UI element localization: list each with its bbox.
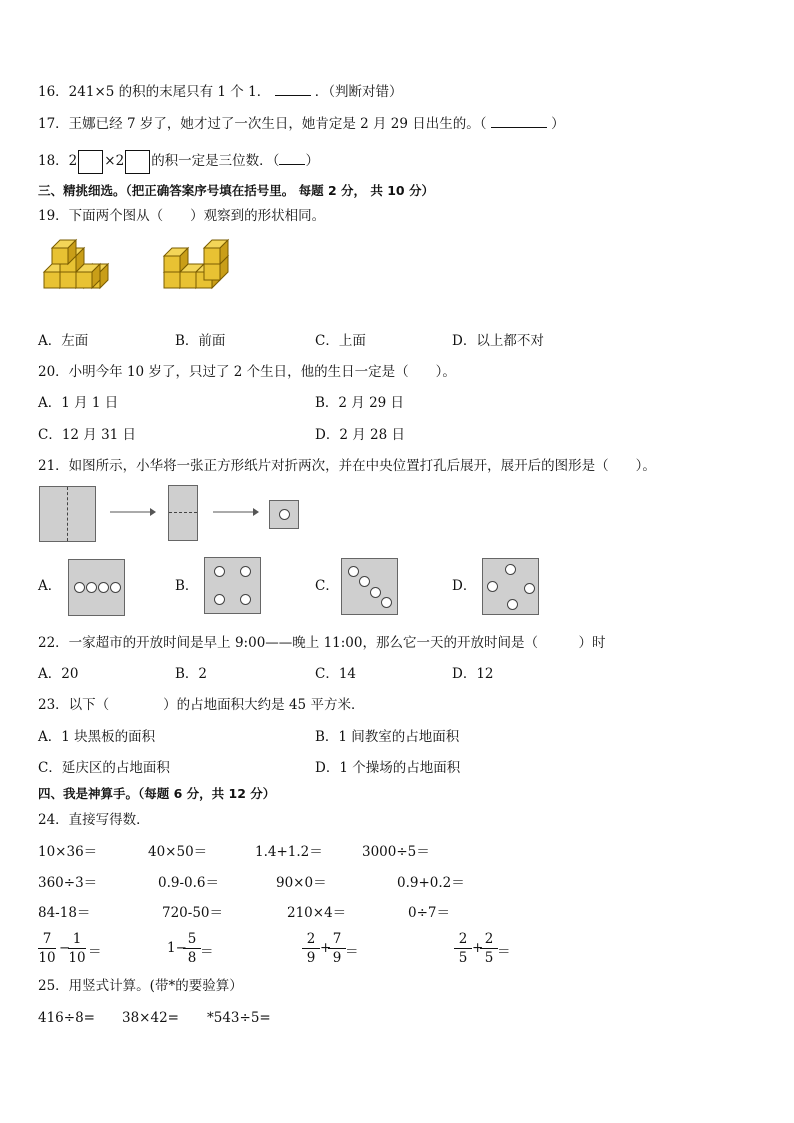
q24-stem: 24．直接写得数． — [38, 812, 150, 828]
q19-choice-d[interactable]: D．以上都不对 — [452, 333, 544, 349]
calc-item: 0÷7＝ — [408, 905, 450, 921]
q21-choice-c-label[interactable]: C． — [315, 578, 339, 594]
hole — [214, 566, 225, 577]
hole — [214, 594, 225, 605]
calc-item: *543÷5= — [207, 1010, 271, 1026]
q23-choice-c[interactable]: C．延庆区的占地面积 — [38, 760, 170, 776]
q20-choice-b[interactable]: B．2 月 29 日 — [315, 395, 405, 411]
q23-stem: 23．以下（ ）的占地面积大约是 45 平方米． — [38, 697, 365, 713]
q22-choice-b[interactable]: B．2 — [175, 666, 208, 682]
calc-item: 40×50＝ — [148, 844, 208, 860]
paper-folded-twice — [269, 500, 299, 529]
hole — [505, 564, 516, 575]
q20-stem: 20．小明今年 10 岁了，只过了 2 个生日，他的生日一定是（ ）。 — [38, 364, 456, 380]
calc-item: 1.4+1.2＝ — [255, 844, 323, 860]
calc-item: 0.9-0.6＝ — [158, 875, 220, 891]
fold-line — [67, 487, 68, 541]
digit-box-1[interactable] — [78, 150, 103, 174]
q21-option-a-figure[interactable] — [68, 559, 125, 616]
plus-sign: + — [320, 940, 332, 956]
hole — [359, 576, 370, 587]
hole — [74, 582, 85, 593]
one-minus: 1− — [167, 940, 187, 956]
hole — [381, 597, 392, 608]
calc-item: 90×0＝ — [276, 875, 327, 891]
denominator: 10 — [68, 950, 86, 966]
q18-num: 18．2 — [38, 153, 78, 169]
q23-choice-d[interactable]: D．1 个操场的占地面积 — [315, 760, 461, 776]
hole — [487, 581, 498, 592]
arrow-icon-2 — [213, 506, 259, 518]
fraction-1-10 — [68, 931, 86, 966]
q19-cube-figures — [40, 238, 240, 290]
equals-sign: ＝ — [88, 944, 102, 960]
calc-item: 0.9+0.2＝ — [397, 875, 465, 891]
section-3-heading: 三、精挑细选。（把正确答案序号填在括号里。 每题 2 分， 共 10 分） — [38, 183, 434, 198]
q23-choice-a[interactable]: A．1 块黑板的面积 — [38, 729, 156, 745]
q21-option-c-figure[interactable] — [341, 558, 398, 615]
paper-folded-once — [168, 485, 198, 541]
q21-option-d-figure[interactable] — [482, 558, 539, 615]
fraction-7-9 — [328, 931, 346, 966]
equals-sign: ＝ — [345, 944, 359, 960]
q19-stem: 19．下面两个图从（ ）观察到的形状相同。 — [38, 208, 326, 224]
numerator: 1 — [72, 931, 82, 947]
denominator: 8 — [187, 950, 197, 966]
q25-stem: 25．用竖式计算。(带*的要验算） — [38, 978, 243, 994]
q23-choice-b[interactable]: B．1 间教室的占地面积 — [315, 729, 460, 745]
hole — [240, 594, 251, 605]
fraction-2-9 — [302, 931, 320, 966]
fraction-2-5 — [480, 931, 498, 966]
q18-mid: ×2 — [104, 153, 125, 169]
question-18 — [38, 148, 319, 174]
q22-choice-c[interactable]: C．14 — [315, 666, 357, 682]
denominator: 10 — [38, 950, 56, 966]
section-4-heading: 四、我是神算手。（每题 6 分，共 12 分） — [38, 786, 276, 801]
q19-choice-b[interactable]: B．前面 — [175, 333, 226, 349]
hole — [98, 582, 109, 593]
numerator: 2 — [484, 931, 494, 947]
fraction-7-10 — [38, 931, 56, 966]
cube-figure-right — [164, 240, 228, 288]
calc-item: 210×4＝ — [287, 905, 347, 921]
q16-answer-blank[interactable] — [275, 82, 311, 96]
minus-sign: − — [59, 940, 71, 956]
q20-choice-a[interactable]: A．1 月 1 日 — [38, 395, 119, 411]
arrow-icon-1 — [110, 506, 156, 518]
q22-choice-a[interactable]: A．20 — [38, 666, 79, 682]
hole — [86, 582, 97, 593]
equals-sign: ＝ — [200, 944, 214, 960]
hole — [110, 582, 121, 593]
numerator: 2 — [306, 931, 316, 947]
q21-choice-b-label[interactable]: B． — [175, 578, 199, 594]
calc-item: 10×36＝ — [38, 844, 98, 860]
fraction-2-5 — [454, 931, 472, 966]
q16-text: 16．241×5 的积的末尾只有 1 个 1． — [38, 84, 271, 100]
q17-text: 17．王娜已经 7 岁了，她才过了一次生日，她肯定是 2 月 29 日出生的。（ — [38, 116, 487, 132]
q22-choice-d[interactable]: D．12 — [452, 666, 494, 682]
hole — [507, 599, 518, 610]
question-16 — [38, 82, 403, 101]
denominator: 9 — [306, 950, 316, 966]
q21-stem: 21．如图所示，小华将一张正方形纸片对折两次，并在中央位置打孔后展开，展开后的图形是（ ）。 — [38, 458, 656, 474]
denominator: 9 — [332, 950, 342, 966]
plus-sign: + — [472, 940, 484, 956]
hole — [524, 583, 535, 594]
hole — [370, 587, 381, 598]
q19-choice-c[interactable]: C．上面 — [315, 333, 366, 349]
q18-close: ） — [305, 153, 319, 169]
q17-answer-blank[interactable] — [491, 114, 547, 128]
q16-tail: ．（判断对错） — [314, 84, 403, 100]
numerator: 7 — [42, 931, 52, 947]
equals-sign: ＝ — [497, 944, 511, 960]
calc-item: 416÷8= — [38, 1010, 95, 1026]
denominator: 5 — [458, 950, 468, 966]
q21-choice-a-label[interactable]: A． — [38, 578, 62, 594]
q19-choice-a[interactable]: A．左面 — [38, 333, 89, 349]
numerator: 2 — [458, 931, 468, 947]
denominator: 5 — [484, 950, 494, 966]
hole — [348, 566, 359, 577]
q20-choice-c[interactable]: C．12 月 31 日 — [38, 427, 137, 443]
fraction-5-8 — [183, 931, 201, 966]
calc-item: 84-18＝ — [38, 905, 91, 921]
question-17 — [38, 114, 565, 133]
calc-item: 3000÷5＝ — [362, 844, 430, 860]
calc-item: 38×42= — [122, 1010, 179, 1026]
q18-answer-blank[interactable] — [279, 151, 305, 165]
hole — [240, 566, 251, 577]
q18-tail: 的积一定是三位数．（ — [151, 153, 280, 169]
punched-hole — [279, 509, 290, 520]
q20-choice-d[interactable]: D．2 月 28 日 — [315, 427, 405, 443]
q22-stem: 22．一家超市的开放时间是早上 9:00——晚上 11:00，那么它一天的开放时间是（ ）时 — [38, 635, 606, 651]
fold-line — [169, 512, 197, 513]
q21-option-b-figure[interactable] — [204, 557, 261, 614]
numerator: 5 — [187, 931, 197, 947]
q21-choice-d-label[interactable]: D． — [452, 578, 477, 594]
calc-item: 360÷3＝ — [38, 875, 98, 891]
numerator: 7 — [332, 931, 342, 947]
digit-box-2[interactable] — [125, 150, 150, 174]
paper-unfolded — [39, 486, 96, 542]
cube-figure-left — [44, 240, 108, 288]
calc-item: 720-50＝ — [162, 905, 224, 921]
q17-tail: ） — [551, 116, 565, 132]
